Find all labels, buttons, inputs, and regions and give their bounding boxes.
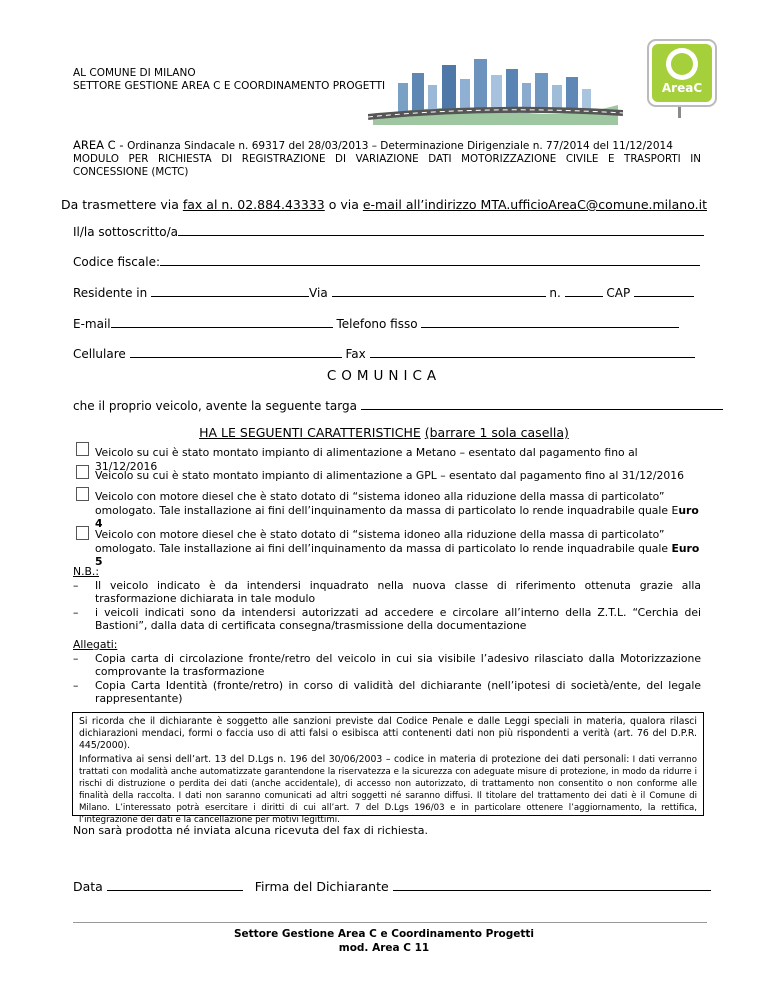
targa-field[interactable] [361, 398, 723, 410]
row-sottoscritto [73, 224, 704, 239]
privacy-notice-head: Informativa ai sensi dell’art. 13 del D.Lgs n. 196 del 30/06/2003 – codice in materia di protezione dei dati personali: [79, 754, 630, 765]
no-receipt-note: Non sarà prodotta né inviata alcuna ricevuta del fax di richiesta. [73, 824, 428, 837]
codice-fiscale-field[interactable] [160, 254, 700, 266]
row-cellulare [73, 346, 695, 361]
caratteristiche-note: (barrare 1 sola casella) [424, 425, 569, 440]
via-field[interactable] [332, 285, 546, 297]
cap-label: CAP [606, 286, 631, 300]
fax-label: Fax [345, 347, 366, 361]
option-euro5-text: Veicolo con motore diesel che è stato dotato di “sistema idoneo alla riduzione della massa di particolato” omologato. Tale installazione ai fini dell’inquinamento da massa di particolato lo rende inquadrabile quale [95, 528, 672, 555]
cap-field[interactable] [634, 285, 694, 297]
recipient-line2: SETTORE GESTIONE AREA C E COORDINAMENTO PROGETTI [73, 80, 386, 92]
title-prefix: AREA C - [73, 138, 128, 152]
row-residenza [73, 285, 694, 300]
option-metano-text: Veicolo su cui è stato montato impianto di alimentazione a Metano – esentato dal pagamento fino al 31/12/2016 [95, 446, 638, 473]
send-text1: Da trasmettere via [60, 197, 183, 212]
form-title [73, 139, 713, 153]
row-codice-fiscale [73, 254, 700, 269]
checkbox-gpl[interactable] [76, 465, 89, 479]
via-label: Via [309, 286, 328, 300]
title-ordinance: Ordinanza Sindacale n. 69317 del 28/03/2013 – Determinazione Dirigenziale n. 77/2014 del 11/12/2014 [127, 140, 673, 152]
comunica-heading: COMUNICA [326, 368, 442, 384]
form-subtitle: MODULO PER RICHIESTA DI REGISTRAZIONE DI VARIAZIONE DATI MOTORIZZAZIONE CIVILE E TRASPORTI IN CONCESSIONE (MCTC) [73, 153, 701, 178]
recipient-header [73, 67, 385, 93]
footer-divider [73, 922, 707, 923]
numero-field[interactable] [565, 285, 603, 297]
fax-field[interactable] [370, 346, 695, 358]
numero-label: n. [549, 286, 561, 300]
cellulare-field[interactable] [130, 346, 342, 358]
email-field[interactable] [111, 316, 333, 328]
sottoscritto-field[interactable] [178, 224, 704, 236]
caratteristiche-label: HA LE SEGUENTI CARATTERISTICHE [199, 425, 421, 440]
data-field[interactable] [107, 879, 243, 891]
allegati-item-2: – Copia Carta Identità (fronte/retro) in corso di validità del dichiarante (nell’ipotesi di società/ente, del legale rappresentante) [73, 679, 701, 706]
codice-fiscale-label: Codice fiscale: [73, 255, 160, 269]
row-email [73, 316, 679, 331]
firma-field[interactable] [393, 879, 711, 891]
areac-logo-text: AreaC [661, 81, 703, 95]
option-euro4-text: Veicolo con motore diesel che è stato dotato di “sistema idoneo alla riduzione della massa di particolato” omologato. Tale installazione ai fini dell’inquinamento da massa di particolato lo rende inquadrabile quale E [95, 490, 679, 517]
checkbox-euro5[interactable] [76, 526, 89, 540]
caratteristiche-heading [0, 425, 768, 440]
option-euro4-bold: uro 4 [95, 503, 699, 530]
targa-label: che il proprio veicolo, avente la seguente targa [73, 399, 357, 413]
send-text2: o via [324, 197, 363, 212]
legal-notice-box [72, 712, 704, 825]
transmission-instructions [0, 197, 768, 212]
allegati-section [73, 638, 701, 706]
option-euro5 [95, 528, 701, 569]
option-gpl [95, 469, 701, 483]
data-label: Data [73, 879, 103, 894]
checkbox-metano[interactable] [76, 442, 89, 456]
telefono-field[interactable] [421, 316, 679, 328]
row-targa [73, 398, 723, 413]
signature-row [73, 879, 711, 894]
firma-label: Firma del Dichiarante [254, 879, 389, 894]
areac-logo [642, 38, 724, 120]
nb-item-1: – Il veicolo indicato è da intendersi inquadrato nella nuova classe di riferimento ottenuta grazie alla trasformazione dichiarata in tale modulo [73, 579, 701, 606]
sottoscritto-label: Il/la sottoscritto/a [73, 225, 179, 239]
privacy-notice [79, 754, 697, 826]
nb-section [73, 565, 701, 633]
footer-line1: Settore Gestione Area C e Coordinamento Progetti [233, 928, 535, 940]
residente-field[interactable] [151, 285, 309, 297]
city-skyline-illustration [368, 55, 623, 125]
option-euro5-bold: Euro 5 [95, 541, 700, 568]
checkbox-euro4[interactable] [76, 487, 89, 501]
email-label: E-mail [73, 317, 111, 331]
allegati-item-1: – Copia carta di circolazione fronte/retro del veicolo in cui sia visibile l’adesivo rilasciato dalla Motorizzazione comprovante la trasformazione [73, 652, 701, 679]
nb-item-2: – i veicoli indicati sono da intendersi autorizzati ad accedere e circolare all’interno della Z.T.L. “Cerchia dei Bastioni”, dalla data di certificata consegna/trasmissione della documentazione [73, 606, 701, 633]
residente-label: Residente in [73, 286, 148, 300]
fax-link[interactable]: fax al n. 02.884.43333 [182, 197, 325, 212]
email-link[interactable]: e-mail all’indirizzo MTA.ufficioAreaC@comune.milano.it [362, 197, 707, 212]
recipient-line1: AL COMUNE DI MILANO [73, 67, 196, 79]
legal-notice-sanzioni: Si ricorda che il dichiarante è soggetto alle sanzioni previste dal Codice Penale e dalle Leggi speciali in materia, qualora rilasci dichiarazioni mendaci, formi o faccia uso di atti falsi o esibisca atti contenenti dati non più rispondenti a verità (art. 76 del D.P.R. 445/2000). [79, 716, 697, 751]
cellulare-label: Cellulare [73, 347, 126, 361]
privacy-notice-body: I dati verranno trattati con modalità anche automatizzate garantendone la riservatezza e la sicurezza con adeguate misure di protezione, in modo da ridurre i rischi di distruzione o perdita dei dati (anche accidentale), di accesso non autorizzato, di trattamento non consentito o non conforme alle finalità della raccolta. I dati non saranno comunicati ad altri soggetti né saranno diffusi. Il titolare del trattamento dei dati è il Comune di Milano. L’interessato potrà esercitare i diritti di cui all’art. 7 del D.Lgs 196/03 e in particolare ottenere l’aggiornamento, la rettifica, l’integrazione dei dati e la cancellazione per motivi legittimi. [79, 755, 697, 825]
footer [0, 927, 768, 955]
option-euro4 [95, 490, 701, 531]
nb-title: N.B.: [73, 565, 99, 578]
footer-line2: mod. Area C 11 [338, 942, 430, 954]
option-gpl-text: Veicolo su cui è stato montato impianto di alimentazione a GPL – esentato dal pagamento fino al 31/12/2016 [95, 469, 684, 482]
allegati-title: Allegati: [73, 638, 118, 651]
telefono-label: Telefono fisso [336, 317, 418, 331]
